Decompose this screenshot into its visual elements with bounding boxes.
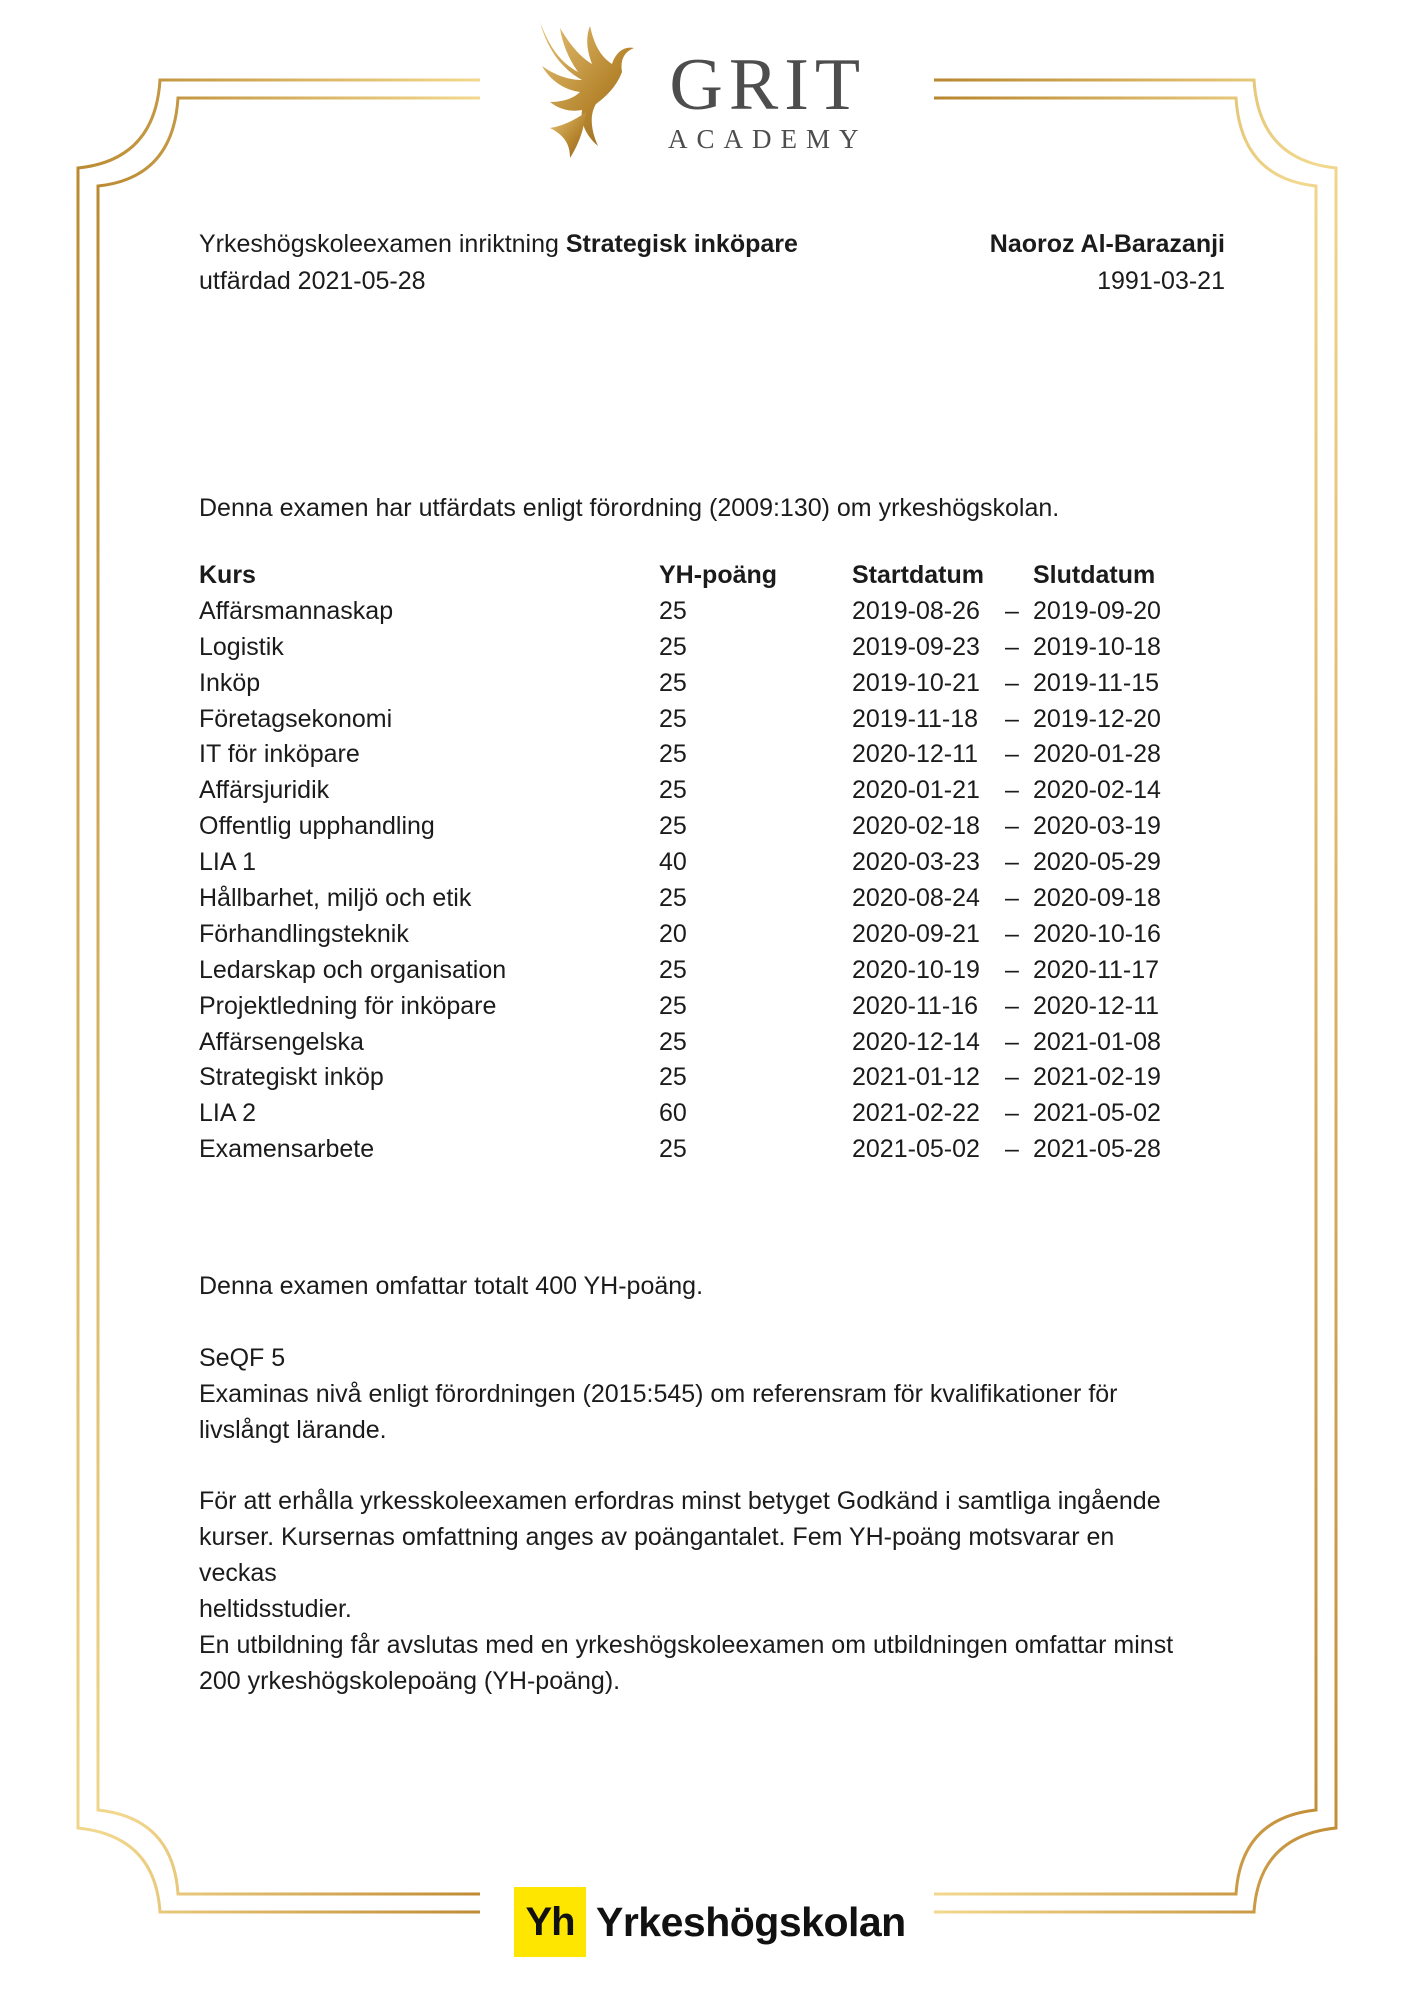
- course-end-date: 2021-02-19: [1033, 1063, 1161, 1092]
- course-points: 25: [659, 812, 687, 841]
- course-points: 25: [659, 740, 687, 769]
- header-end: Slutdatum: [1033, 561, 1156, 589]
- course-name: Ledarskap och organisation: [199, 955, 507, 984]
- date-separator: –: [1005, 596, 1019, 625]
- course-name: Affärsmannaskap: [199, 596, 394, 625]
- course-start-date: 2020-11-16: [852, 991, 979, 1020]
- course-start-date: 2020-12-14: [852, 1027, 980, 1056]
- yrkeshogskolan-logo: [514, 1887, 906, 1957]
- minimum-line: En utbildning får avslutas med en yrkeshögskoleexamen om utbildningen omfattar minst: [199, 1631, 1174, 1659]
- course-end-date: 2021-05-28: [1033, 1135, 1161, 1164]
- course-end-date: 2021-05-02: [1033, 1099, 1161, 1128]
- date-separator: –: [1005, 848, 1019, 877]
- date-separator: –: [1005, 1099, 1019, 1128]
- course-end-date: 2019-11-15: [1033, 668, 1160, 697]
- course-start-date: 2021-05-02: [852, 1135, 980, 1164]
- requirements-line: För att erhålla yrkesskoleexamen erfordras minst betyget Godkänd i samtliga ingående: [199, 1487, 1161, 1515]
- yh-name: Yrkeshögskolan: [596, 1898, 906, 1945]
- course-end-date: 2020-01-28: [1033, 740, 1161, 769]
- date-separator: –: [1005, 740, 1019, 769]
- course-end-date: 2020-09-18: [1033, 884, 1161, 913]
- course-name: Inköp: [199, 668, 261, 697]
- course-end-date: 2020-05-29: [1033, 848, 1161, 877]
- course-end-date: 2020-12-11: [1033, 991, 1160, 1020]
- course-points: 25: [659, 776, 687, 805]
- course-start-date: 2021-02-22: [852, 1099, 980, 1128]
- header-start: Startdatum: [852, 561, 984, 589]
- requirements-line: heltidsstudier.: [199, 1595, 352, 1623]
- course-name: Projektledning för inköpare: [199, 991, 497, 1020]
- course-end-date: 2020-10-16: [1033, 919, 1161, 948]
- degree-field: Strategisk inköpare: [565, 230, 798, 258]
- issue-date: utfärdad 2021-05-28: [199, 267, 426, 295]
- header-course: Kurs: [199, 561, 256, 589]
- date-separator: –: [1005, 955, 1019, 984]
- course-points: 25: [659, 704, 687, 733]
- yh-badge: Yh: [514, 1887, 586, 1957]
- course-end-date: 2021-01-08: [1033, 1027, 1161, 1056]
- course-start-date: 2019-09-23: [852, 632, 980, 661]
- logo-subtitle: ACADEMY: [668, 124, 868, 154]
- course-name: Affärsjuridik: [199, 776, 330, 805]
- course-points: 25: [659, 632, 687, 661]
- degree-title: [199, 226, 798, 263]
- seqf-text-line: Examinas nivå enligt förordningen (2015:545) om referensram för kvalifikationer för: [199, 1380, 1118, 1408]
- student-name: Naoroz Al-Barazanji: [989, 230, 1225, 258]
- course-points: 25: [659, 596, 687, 625]
- course-points: 40: [659, 848, 687, 877]
- course-points: 25: [659, 955, 687, 984]
- course-name: Examensarbete: [199, 1135, 375, 1164]
- course-start-date: 2020-08-24: [852, 884, 980, 913]
- course-points: 25: [659, 668, 687, 697]
- date-separator: –: [1005, 884, 1019, 913]
- header-points: YH-poäng: [659, 561, 778, 589]
- course-start-date: 2020-09-21: [852, 919, 980, 948]
- seqf-text-line: livslångt lärande.: [199, 1416, 387, 1444]
- issuance-statement: Denna examen har utfärdats enligt förordning (2009:130) om yrkeshögskolan.: [199, 494, 1060, 522]
- logo-name: GRIT: [669, 44, 867, 126]
- date-separator: –: [1005, 668, 1019, 697]
- date-separator: –: [1005, 776, 1019, 805]
- course-start-date: 2020-10-19: [852, 955, 980, 984]
- course-start-date: 2020-03-23: [852, 848, 980, 877]
- course-name: LIA 2: [199, 1099, 256, 1128]
- date-separator: –: [1005, 812, 1019, 841]
- course-name: Förhandlingsteknik: [199, 919, 409, 948]
- course-name: Affärsengelska: [199, 1027, 364, 1056]
- grit-academy-logo: [520, 18, 890, 168]
- course-points: 25: [659, 1135, 687, 1164]
- course-start-date: 2021-01-12: [852, 1063, 980, 1092]
- course-start-date: 2019-08-26: [852, 596, 980, 625]
- seqf-section: [199, 1340, 1199, 1448]
- minimum-points-paragraph: [199, 1627, 1199, 1699]
- date-separator: –: [1005, 919, 1019, 948]
- course-name: Hållbarhet, miljö och etik: [199, 884, 472, 913]
- course-end-date: 2020-02-14: [1033, 776, 1161, 805]
- degree-prefix: Yrkeshögskoleexamen inriktning: [199, 230, 559, 258]
- course-end-date: 2020-03-19: [1033, 812, 1161, 841]
- date-separator: –: [1005, 1135, 1019, 1164]
- course-end-date: 2019-10-18: [1033, 632, 1161, 661]
- course-name: LIA 1: [199, 848, 256, 877]
- minimum-line: 200 yrkeshögskolepoäng (YH-poäng).: [199, 1667, 621, 1695]
- course-points: 25: [659, 1063, 687, 1092]
- total-points-text: Denna examen omfattar totalt 400 YH-poäng.: [199, 1272, 704, 1300]
- course-name: Offentlig upphandling: [199, 812, 435, 841]
- requirements-line: kurser. Kursernas omfattning anges av poängantalet. Fem YH-poäng motsvarar en veckas: [199, 1523, 1115, 1587]
- seqf-level: SeQF 5: [199, 1344, 286, 1372]
- date-separator: –: [1005, 1063, 1019, 1092]
- course-start-date: 2020-01-21: [852, 776, 980, 805]
- course-name: Företagsekonomi: [199, 704, 393, 733]
- course-start-date: 2019-11-18: [852, 704, 979, 733]
- date-separator: –: [1005, 704, 1019, 733]
- course-name: Strategiskt inköp: [199, 1063, 384, 1092]
- course-points: 20: [659, 919, 687, 948]
- course-points: 25: [659, 991, 687, 1020]
- date-separator: –: [1005, 632, 1019, 661]
- requirements-paragraph: [199, 1483, 1199, 1627]
- birth-date: 1991-03-21: [1097, 267, 1225, 295]
- course-start-date: 2020-12-11: [852, 740, 979, 769]
- date-separator: –: [1005, 991, 1019, 1020]
- course-start-date: 2019-10-21: [852, 668, 980, 697]
- course-name: Logistik: [199, 632, 284, 661]
- course-end-date: 2019-09-20: [1033, 596, 1161, 625]
- course-points: 25: [659, 884, 687, 913]
- course-name: IT för inköpare: [199, 740, 360, 769]
- course-points: 60: [659, 1099, 687, 1128]
- course-start-date: 2020-02-18: [852, 812, 980, 841]
- phoenix-icon: [520, 18, 660, 168]
- course-end-date: 2019-12-20: [1033, 704, 1161, 733]
- date-separator: –: [1005, 1027, 1019, 1056]
- course-points: 25: [659, 1027, 687, 1056]
- course-end-date: 2020-11-17: [1033, 955, 1160, 984]
